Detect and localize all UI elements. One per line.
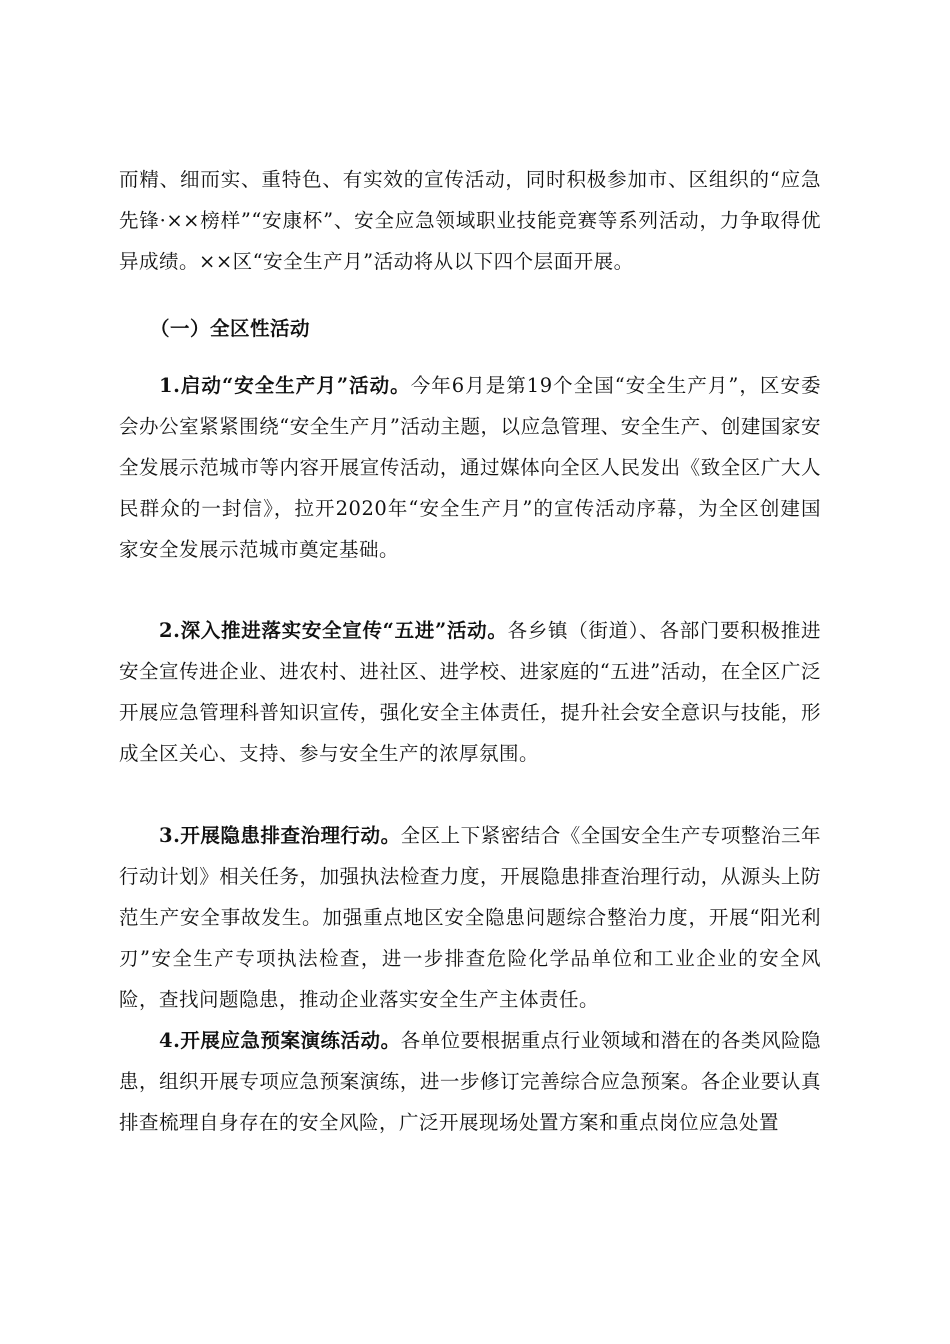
list-item-2 (119, 610, 821, 774)
list-item-1 (119, 365, 821, 570)
item-lead: 1.启动“安全生产月”活动。 (159, 374, 411, 397)
continuation-paragraph: 而精、细而实、重特色、有实效的宣传活动，同时积极参加市、区组织的“应急先锋·××榜样”“安康杯”、安全应急领域职业技能竞赛等系列活动，力争取得优异成绩。××区“安全生产月”活动将从以下四个层面开展。 (119, 168, 821, 273)
section-heading: （一）全区性活动 (150, 317, 311, 340)
item-lead: 4.开展应急预案演练活动。 (159, 1029, 401, 1052)
list-item-3 (119, 815, 821, 1020)
item-lead: 2.深入推进落实安全宣传“五进”活动。 (159, 619, 508, 642)
item-body: 今年6月是第19个全国“安全生产月”，区安委会办公室紧紧围绕“安全生产月”活动主题，以应急管理、安全生产、创建国家安全发展示范城市等内容开展宣传活动，通过媒体向全区人民发出《致全区广大人民群众的一封信》，拉开2020年“安全生产月”的宣传活动序幕，为全区创建国家安全发展示范城市奠定基础。 (119, 374, 821, 561)
item-lead: 3.开展隐患排查治理行动。 (159, 824, 401, 847)
item-body: 各单位要根据重点行业领域和潜在的各类风险隐患，组织开展专项应急预案演练，进一步修订完善综合应急预案。各企业要认真排查梳理自身存在的安全风险，广泛开展现场处置方案和重点岗位应急处置 (119, 1029, 821, 1134)
item-body: 全区上下紧密结合《全国安全生产专项整治三年行动计划》相关任务，加强执法检查力度，开展隐患排查治理行动，从源头上防范生产安全事故发生。加强重点地区安全隐患问题综合整治力度，开展“阳光利刃”安全生产专项执法检查，进一步排查危险化学品单位和工业企业的安全风险，查找问题隐患，推动企业落实安全生产主体责任。 (119, 824, 821, 1011)
item-body: 各乡镇（街道）、各部门要积极推进安全宣传进企业、进农村、进社区、进学校、进家庭的“五进”活动，在全区广泛开展应急管理科普知识宣传，强化安全主体责任，提升社会安全意识与技能，形成全区关心、支持、参与安全生产的浓厚氛围。 (119, 619, 821, 765)
list-item-4 (119, 1020, 821, 1143)
